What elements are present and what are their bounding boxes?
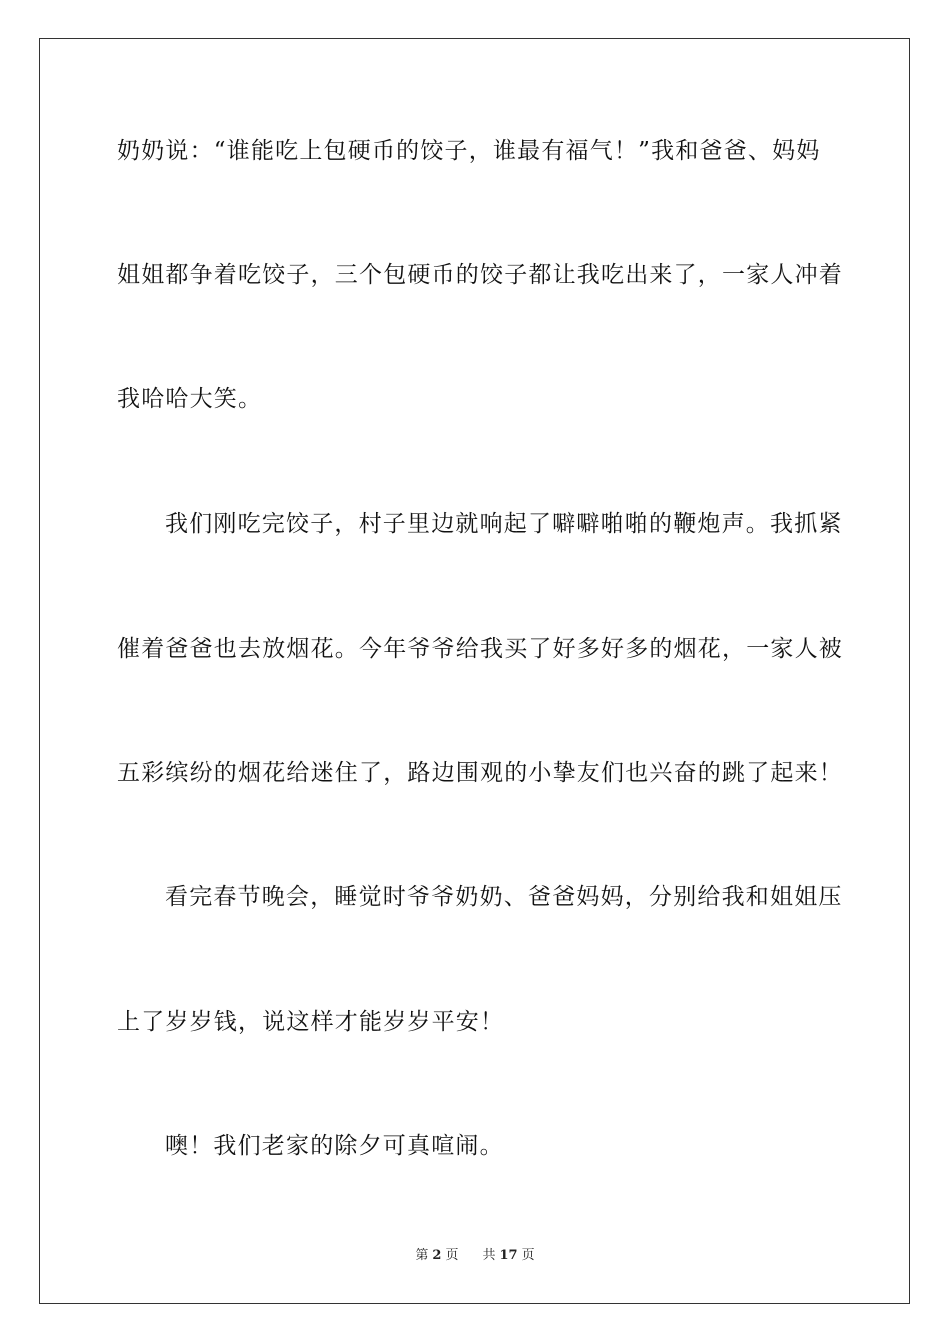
paragraph-1-line-3: 我哈哈大笑。 — [117, 386, 263, 412]
total-suffix: 页 — [521, 1248, 535, 1263]
paragraph-2-line-3: 五彩缤纷的烟花给迷住了，路边围观的小挚友们也兴奋的跳了起来！ — [117, 760, 843, 786]
page-footer — [0, 1246, 950, 1266]
page-prefix: 第 — [415, 1248, 429, 1263]
total-prefix: 共 — [482, 1248, 496, 1263]
paragraph-4-line-1: 噢！我们老家的除夕可真喧闹。 — [165, 1133, 504, 1159]
paragraph-3-line-2: 上了岁岁钱，说这样才能岁岁平安！ — [117, 1009, 505, 1035]
paragraph-1-line-1: 奶奶说：“谁能吃上包硬币的饺子，谁最有福气！”我和爸爸、妈妈 — [117, 138, 821, 164]
total-pages: 17 — [499, 1248, 518, 1263]
paragraph-3-line-1: 看完春节晚会，睡觉时爷爷奶奶、爸爸妈妈，分别给我和姐姐压 — [165, 884, 843, 910]
paragraph-2-line-2: 催着爸爸也去放烟花。今年爷爷给我买了好多好多的烟花，一家人被 — [117, 636, 843, 662]
total-pages-indicator — [480, 1248, 536, 1263]
paragraph-1-line-2: 姐姐都争着吃饺子，三个包硬币的饺子都让我吃出来了，一家人冲着 — [117, 262, 843, 288]
paragraph-2-line-1: 我们刚吃完饺子，村子里边就响起了噼噼啪啪的鞭炮声。我抓紧 — [165, 511, 843, 537]
page-frame — [39, 38, 910, 1304]
page-suffix: 页 — [445, 1248, 459, 1263]
page-number: 2 — [432, 1248, 442, 1263]
page-indicator — [413, 1248, 460, 1263]
